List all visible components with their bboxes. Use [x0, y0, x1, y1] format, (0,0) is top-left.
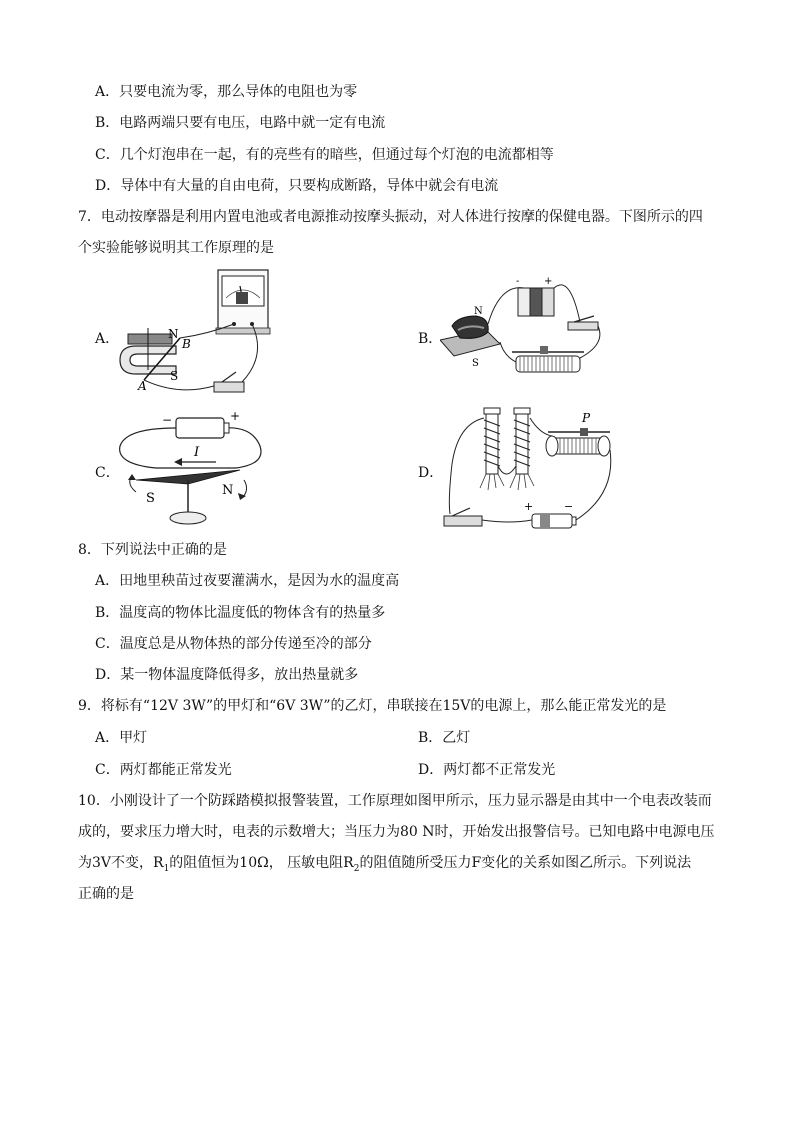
q9-option-b: B．乙灯: [418, 730, 471, 746]
figure-c-mark-plus: +: [230, 410, 241, 423]
q8-option-a: A．田地里秧苗过夜要灌满水，是因为水的温度高: [95, 573, 400, 589]
figure-b-circuit-experiment: [440, 274, 610, 386]
figure-c-mark-n: N: [222, 483, 234, 498]
figure-b-mark-minus: -: [516, 276, 520, 287]
figure-a-mark-n: N: [168, 327, 179, 341]
figure-b-mark-n: N: [474, 306, 483, 317]
figure-d-electromagnet-experiment: [440, 404, 616, 534]
figure-c-label: C．: [95, 465, 120, 481]
figure-c-oersted-experiment: [116, 410, 266, 532]
q6-option-a: A．只要电流为零，那么导体的电阻也为零: [95, 84, 358, 100]
figure-d-mark-plus: +: [524, 500, 534, 513]
q7-stem-line2: 个实验能够说明其工作原理的是: [78, 240, 274, 256]
q10-line3: [78, 853, 691, 879]
q9-option-c: C．两灯都能正常发光: [95, 762, 232, 778]
figure-a-mark-a: A: [138, 379, 147, 393]
q10-line3-part-b: 的阻值恒为10Ω， 压敏电阻R: [169, 855, 354, 871]
figure-c-mark-s: S: [146, 491, 155, 506]
q10-line3-part-c: 的阻值随所受压力F变化的关系如图乙所示。下列说法: [359, 855, 692, 871]
figure-d-label: D．: [418, 465, 444, 481]
figure-c-mark-i: I: [194, 445, 200, 460]
q9-option-d: D．两灯都不正常发光: [418, 762, 556, 778]
figure-d-mark-p: P: [582, 411, 591, 425]
q6-option-d: D．导体中有大量的自由电荷，只要构成断路，导体中就会有电流: [95, 178, 499, 194]
q10-line1: 10．小刚设计了一个防踩踏模拟报警装置，工作原理如图甲所示，压力显示器是由其中一个电表改装而: [78, 793, 712, 809]
figure-b-mark-plus: +: [544, 276, 553, 287]
q10-r2-subscript: 2: [353, 863, 360, 874]
figure-a-label: A．: [95, 331, 120, 347]
q6-option-c: C．几个灯泡串在一起，有的亮些有的暗些，但通过每个灯泡的电流都相等: [95, 147, 554, 163]
q10-line3-part-a: 为3V不变，R: [78, 855, 164, 871]
q6-option-b: B．电路两端只要有电压，电路中就一定有电流: [95, 115, 386, 131]
q10-r1-subscript: 1: [163, 863, 170, 874]
figure-c-mark-minus: −: [162, 413, 173, 427]
q9-option-a: A．甲灯: [95, 730, 148, 746]
q8-option-d: D．某一物体温度降低得多，放出热量就多: [95, 667, 359, 683]
q10-line2: 成的，要求压力增大时，电表的示数增大；当压力为80 N时，开始发出报警信号。已知电路中电源电压: [78, 824, 715, 840]
q8-option-b: B．温度高的物体比温度低的物体含有的热量多: [95, 605, 386, 621]
figure-a-mark-b: B: [182, 337, 191, 351]
q8-option-c: C．温度总是从物体热的部分传递至冷的部分: [95, 636, 372, 652]
q8-stem: 8．下列说法中正确的是: [78, 542, 227, 558]
q7-stem-line1: 7．电动按摩器是利用内置电池或者电源推动按摩头振动，对人体进行按摩的保健电器。下图所示的四: [78, 209, 703, 225]
figure-a-mark-s: S: [170, 369, 179, 383]
q9-stem: 9．将标有“12V 3W”的甲灯和“6V 3W”的乙灯，串联接在15V的电源上，那么能正常发光的是: [78, 698, 667, 714]
figure-a-galvanometer-experiment: [118, 268, 298, 400]
figure-d-mark-minus: −: [564, 500, 574, 513]
figure-b-label: B．: [418, 331, 443, 347]
q10-line4: 正确的是: [78, 886, 134, 902]
figure-b-mark-s: S: [472, 358, 479, 369]
